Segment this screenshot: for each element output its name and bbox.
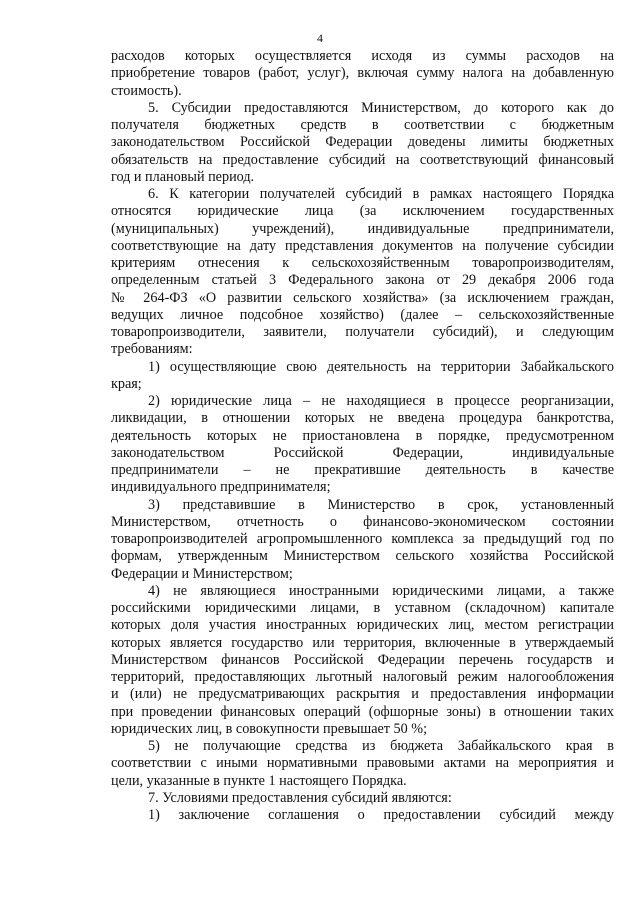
text-line: Федерации и Министерством; xyxy=(111,565,293,582)
text-line: стоимость). xyxy=(111,82,182,99)
text-line: цели, указанные в пункте 1 настоящего Порядка. xyxy=(111,772,407,789)
text-line: края; xyxy=(111,375,142,392)
text-line: приобретение товаров (работ, услуг), включая сумму налога на добавленную xyxy=(111,65,614,82)
text-line: территорий, предоставляющих льготный налоговый режим налогообложения xyxy=(111,669,614,685)
text-line: предприниматели – не прекратившие деятельность в качестве xyxy=(111,462,614,478)
text-line: которых является государство или территория, включенные в утверждаемый xyxy=(111,634,614,651)
text-line: критериям отнесения к сельскохозяйственным товаропроизводителям, xyxy=(111,255,614,271)
text-line: № 264-ФЗ «О развитии сельского хозяйства» (за исключением граждан, xyxy=(111,289,614,306)
text-line: 2) юридические лица – не находящиеся в процессе реорганизации, xyxy=(148,393,614,409)
text-line: определенным статьей 3 Федерального закона от 29 декабря 2006 года xyxy=(111,272,614,289)
text-line: Министерством, отчетность о финансово-экономическом состоянии xyxy=(111,513,614,530)
document-body xyxy=(111,48,614,824)
text-line: российскими юридическими лицами, в уставном (складочном) капитале xyxy=(111,600,614,616)
text-line: ведущих личное подсобное хозяйство) (далее – сельскохозяйственные xyxy=(111,306,614,323)
text-line: формам, утвержденным Министерством сельского хозяйства Российской xyxy=(111,548,614,565)
text-line: Министерством финансов Российской Федерации перечень государств и xyxy=(111,651,614,668)
text-line: которых доля участия иностранных юридических лиц, местом регистрации xyxy=(111,617,614,634)
text-line: индивидуального предпринимателя; xyxy=(111,479,331,496)
text-line: юридических лиц, в совокупности превышает 50 %; xyxy=(111,720,428,737)
text-line: 7. Условиями предоставления субсидий являются: xyxy=(148,789,452,806)
text-line: и (или) не предусматривающих раскрытия и предоставления информации xyxy=(111,686,614,703)
text-line: 1) заключение соглашения о предоставлении субсидий между xyxy=(148,807,614,823)
text-line: 5) не получающие средства из бюджета Забайкальского края в xyxy=(148,738,614,754)
text-line: 5. Субсидии предоставляются Министерством, до которого как до xyxy=(148,99,614,116)
text-line: 6. К категории получателей субсидий в рамках настоящего Порядка xyxy=(148,186,614,202)
text-line: соответствии с иными нормативными правовыми актами на мероприятия и xyxy=(111,755,614,772)
text-line: год и плановый период. xyxy=(111,168,255,185)
text-line: расходов которых осуществляется исходя из суммы расходов на xyxy=(111,48,614,64)
text-line: 4) не являющиеся иностранными юридическими лицами, а также xyxy=(148,582,614,599)
text-line: товаропроизводителей агропромышленного комплекса за предыдущий год по xyxy=(111,531,614,547)
text-line: при проведении финансовых операций (офшорные зоны) в отношении таких xyxy=(111,703,614,720)
text-line: законодательством Российской Федерации, индивидуальные xyxy=(111,444,614,461)
text-line: 3) представившие в Министерство в срок, установленный xyxy=(148,496,614,513)
text-line: обязательств на предоставление субсидий на соответствующий финансовый xyxy=(111,151,614,168)
text-line: требованиям: xyxy=(111,341,193,358)
text-line: деятельность которых не приостановлена в порядке, предусмотренном xyxy=(111,427,614,444)
text-line: 1) осуществляющие свою деятельность на территории Забайкальского xyxy=(148,358,614,375)
text-line: относятся юридические лица (за исключением государственных xyxy=(111,203,614,220)
text-line: получателя бюджетных средств в соответствии с бюджетным xyxy=(111,117,614,133)
text-line: законодательством Российской Федерации доведены лимиты бюджетных xyxy=(111,134,614,151)
text-line: товаропроизводители, заявители, получатели субсидий), и следующим xyxy=(111,324,614,340)
page-number: 4 xyxy=(317,31,323,45)
text-line: соответствующие на дату представления документов на получение субсидии xyxy=(111,237,614,254)
text-line: (муниципальных) учреждений), индивидуальные предприниматели, xyxy=(111,220,614,237)
text-line: ликвидации, в отношении которых не введена процедура банкротства, xyxy=(111,410,614,427)
